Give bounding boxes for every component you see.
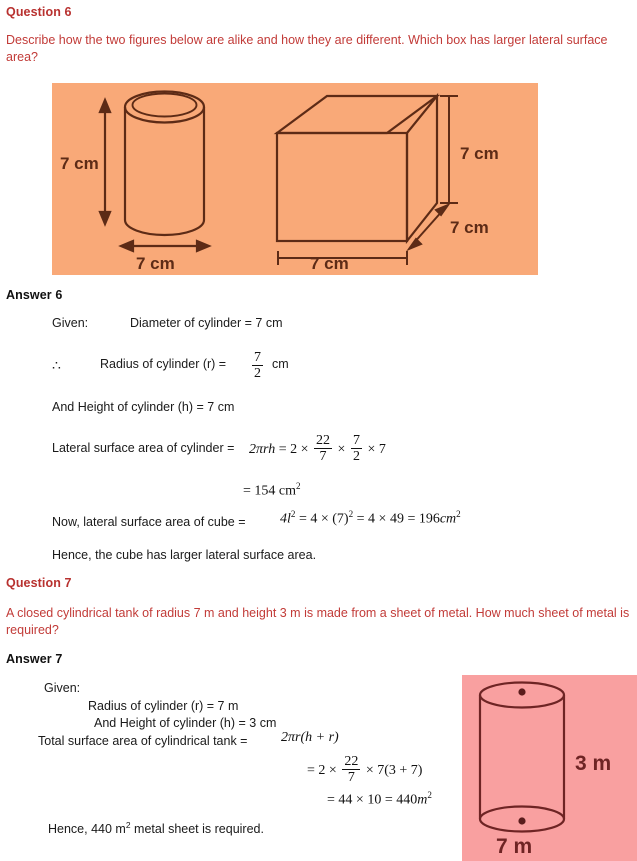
answer-6-given-label: Given:: [52, 316, 89, 330]
tank-bottom-center-dot: [518, 817, 525, 824]
lsa-times-1: ×: [300, 441, 309, 457]
lsa-formula: 2πrh: [249, 441, 276, 457]
answer-6-height-line: And Height of cylinder (h) = 7 cm: [52, 400, 235, 414]
answer-7-radius-line: Radius of cylinder (r) = 7 m: [88, 699, 239, 713]
lsa-cylinder-label: Lateral surface area of cylinder =: [52, 441, 235, 455]
tsa-step2-10: 10: [367, 792, 382, 808]
cube-paren-7: (7): [332, 511, 349, 527]
lsa-frac1-den: 7: [314, 448, 332, 464]
cube-times-1: ×: [320, 511, 329, 527]
radius-unit: cm: [272, 357, 289, 371]
cube-drawing: [277, 96, 437, 241]
cube-width-label: 7 cm: [310, 254, 349, 273]
cylinder-height-label: 7 cm: [60, 154, 99, 173]
lsa-times-3: ×: [367, 441, 376, 457]
cube-times-2: ×: [378, 511, 387, 527]
lsa-cylinder-result: [243, 481, 301, 500]
figure-6-panel: [52, 83, 538, 275]
tsa-step2-equals: =: [327, 792, 335, 808]
answer-6-conclusion: Hence, the cube has larger lateral surface area.: [52, 548, 317, 562]
lsa-result-equals: =: [243, 483, 251, 499]
answer-7-given-label: Given:: [44, 681, 81, 695]
cube-4l-exponent: 2: [290, 509, 296, 519]
tank-height-label: 3 m: [575, 752, 612, 775]
answer-6-given-value: Diameter of cylinder = 7 cm: [130, 316, 283, 330]
question-6-heading: Question 6: [6, 5, 72, 19]
cube-unit-exponent: 2: [456, 509, 461, 519]
answer-6-radius-label: Radius of cylinder (r) =: [100, 357, 227, 371]
tsa-step2-equals-2: =: [384, 792, 393, 808]
answer-7-conclusion-pre: Hence, 440 m: [48, 822, 126, 837]
answer-7-conclusion: [48, 820, 264, 836]
tsa-step1-frac-num: 22: [344, 754, 359, 769]
cube-196: 196: [418, 511, 440, 527]
lsa-seven: 7: [378, 441, 386, 457]
tsa-step-2: [327, 790, 432, 809]
cylinder-diameter-dimension: [121, 241, 209, 251]
cube-4l: 4l: [280, 511, 291, 527]
cube-unit: cm: [439, 511, 457, 527]
tsa-step-1: [307, 755, 422, 786]
lsa-two: 2: [290, 441, 298, 457]
cylinder-diameter-label: 7 cm: [136, 254, 175, 273]
cylinder-drawing: [125, 92, 204, 236]
lsa-frac2-num: 7: [352, 433, 360, 448]
figure-6-illustration: [52, 83, 538, 275]
tsa-step2-unit: m: [417, 792, 428, 808]
question-7-heading: Question 7: [6, 576, 72, 590]
tank-top-center-dot: [518, 688, 525, 695]
cube-paren-7-exponent: 2: [348, 509, 354, 519]
cube-depth-dimension: [409, 205, 448, 249]
tsa-formula: 2πr(h + r): [281, 730, 339, 745]
cube-eq-3: =: [407, 511, 416, 527]
figure-7-panel: [462, 675, 637, 861]
answer-7-heading: Answer 7: [6, 652, 63, 666]
tsa-step1-times-2: ×: [365, 762, 374, 778]
cylinder-height-dimension: [100, 100, 110, 224]
answer-7-conclusion-exponent: 2: [125, 820, 131, 830]
tsa-step1-tail: 7(3 + 7): [377, 762, 423, 778]
tsa-step2-440: 440: [396, 792, 418, 808]
answer-7-height-line: And Height of cylinder (h) = 3 cm: [94, 716, 277, 730]
figure-7-illustration: [462, 675, 637, 861]
cube-height-label: 7 cm: [460, 144, 499, 163]
tsa-step1-two: 2: [318, 762, 326, 778]
lsa-times-2: ×: [337, 441, 346, 457]
cube-49: 49: [389, 511, 404, 527]
tsa-step1-frac-den: 7: [342, 769, 360, 785]
radius-numerator: 7: [254, 350, 261, 365]
tsa-step2-unit-exponent: 2: [427, 790, 432, 800]
therefore-symbol: ∴: [52, 357, 61, 373]
lsa-frac1-num: 22: [316, 433, 331, 448]
lsa-cube-label: Now, lateral surface area of cube =: [52, 515, 246, 529]
answer-7-conclusion-post: metal sheet is required.: [130, 822, 264, 837]
tsa-label: Total surface area of cylindrical tank =: [38, 734, 248, 748]
lsa-frac2-den: 2: [352, 449, 360, 465]
lsa-result-value: 154: [254, 483, 276, 499]
lsa-equals: =: [278, 441, 287, 457]
answer-6-heading: Answer 6: [6, 288, 63, 302]
lsa-result-exponent: 2: [296, 481, 301, 491]
lsa-cube-expression: [280, 509, 461, 528]
cube-height-dimension: [440, 96, 458, 203]
lsa-cylinder-expression: [249, 434, 386, 465]
cube-depth-label: 7 cm: [450, 218, 489, 237]
tank-drawing: [480, 683, 564, 832]
tsa-step1-equals: =: [307, 762, 315, 778]
question-6-text: Describe how the two figures below are alike and how they are different. Which box has larger lateral surface area?: [6, 33, 608, 64]
tank-diameter-label: 7 m: [496, 835, 533, 858]
radius-denominator: 2: [254, 366, 261, 382]
lsa-result-unit: cm: [278, 483, 297, 499]
cube-eq-1: = 4: [298, 511, 318, 527]
tsa-step2-times: ×: [355, 792, 364, 808]
radius-fraction: [250, 351, 265, 382]
cube-eq-2: = 4: [356, 511, 376, 527]
question-7-text: A closed cylindrical tank of radius 7 m and height 3 m is made from a sheet of metal. How much sheet of metal is required?: [6, 606, 630, 637]
tsa-step2-44: 44: [338, 792, 353, 808]
tsa-step1-times-1: ×: [328, 762, 337, 778]
